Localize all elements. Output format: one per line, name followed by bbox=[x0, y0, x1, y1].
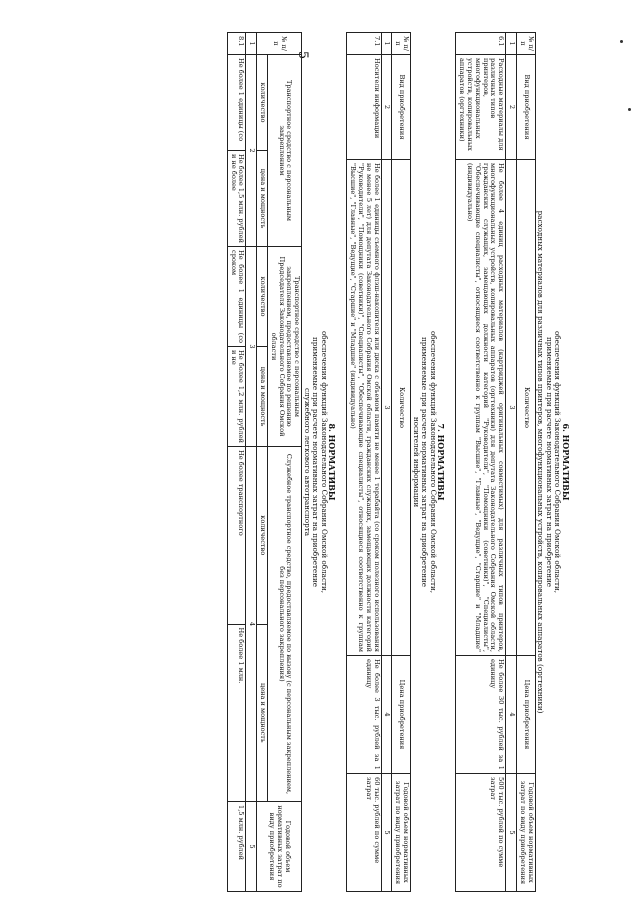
table-row bbox=[347, 33, 381, 892]
row-quantity: Не более 1 единицы съемного флэш-накопителя или диска с объемом памяти не менее 1 терабайта (со сроком полезного использования не менее 5 лет) для депутата Законодательного Собрания Омской области, гражданских служащих, замещающих должности категорий "Руководители", "Помощники (советники)", "Специалисты", "Обеспечивающие специалисты", относящиеся соответственно к группам "Высшие", "Главные", "Ведущие", "Старшие" и "Младшие" (индивидуально) bbox=[347, 160, 381, 656]
col-number: 2 bbox=[506, 55, 517, 160]
row-price: Не более 30 тыс. рублей за 1 единицу bbox=[456, 656, 506, 774]
document-body bbox=[74, 32, 574, 892]
row-volume: 500 тыс. рублей по сумме затрат bbox=[456, 774, 506, 892]
row-g2-quantity: Не более 1 единицы (со сроком bbox=[227, 247, 246, 347]
section-6-col-numbers bbox=[506, 33, 517, 892]
scan-speck bbox=[628, 108, 631, 111]
section-6-header-row bbox=[517, 33, 536, 892]
section-6-subtitle-1: обеспечения функций Законодательного Собрания Омской области, bbox=[553, 330, 563, 594]
section-8-subtitle-3: служебного легкового автотранспорта bbox=[302, 388, 312, 536]
section-7-subtitle-2: применяемые при расчете нормативных затрат на приобретение bbox=[420, 336, 430, 588]
row-g2-price: Не более 1,2 млн. рублей и не bbox=[227, 347, 246, 447]
row-kind: Расходные материалы для различных типов принтеров, многофункциональных устройств, копировальных аппаратов (оргтехники) bbox=[456, 55, 506, 160]
section-6 bbox=[455, 32, 570, 892]
row-num: 6.1 bbox=[456, 33, 506, 55]
table-row bbox=[456, 33, 506, 892]
col-number: 1 bbox=[506, 33, 517, 55]
row-g1-price: Не более 1,5 млн. рублей и не более bbox=[227, 151, 246, 247]
subheader-quantity: количество bbox=[257, 447, 268, 625]
page-number: 5 bbox=[295, 50, 310, 60]
row-g1-quantity: Не более 1 единицы (со bbox=[227, 55, 246, 151]
header-kind: Вид приобретения bbox=[517, 55, 536, 160]
header-group-on-call: Служебное транспортное средство, предоставляемое по вызову (с персональным закреплением, без персонального закрепления) bbox=[267, 447, 301, 802]
section-8-subheader-row bbox=[257, 33, 268, 892]
col-number: 1 bbox=[246, 33, 257, 55]
col-number: 2 bbox=[246, 55, 257, 247]
section-7-heading bbox=[411, 32, 445, 892]
col-number: 4 bbox=[506, 656, 517, 774]
col-number: 4 bbox=[246, 447, 257, 802]
col-number: 3 bbox=[381, 160, 392, 656]
section-8-header-row bbox=[267, 33, 301, 892]
subheader-price: цена и мощность bbox=[257, 151, 268, 247]
section-7-table bbox=[347, 32, 412, 892]
row-g3-quantity: Не более транспортного bbox=[227, 447, 246, 625]
row-kind: Носители информации bbox=[347, 55, 381, 160]
section-8 bbox=[227, 32, 337, 892]
row-g3-price: Не более 1 млн. bbox=[227, 624, 246, 802]
subheader-price: цена и мощность bbox=[257, 347, 268, 447]
header-group-personal: Транспортное средство с персональным закреплением bbox=[267, 55, 301, 247]
section-7 bbox=[347, 32, 446, 892]
section-6-title: 6. НОРМАТИВЫ bbox=[561, 423, 571, 501]
row-volume: 60 тыс. рублей по сумме затрат bbox=[347, 774, 381, 892]
col-number: 1 bbox=[381, 33, 392, 55]
header-volume: Годовой объем нормативных затрат по виду приобретения bbox=[517, 774, 536, 892]
section-8-subtitle-1: обеспечения функций Законодательного Собрания Омской области, bbox=[319, 330, 329, 594]
col-number: 5 bbox=[246, 802, 257, 892]
header-volume: Годовой объем нормативных затрат по виду приобретения bbox=[392, 774, 411, 892]
section-8-heading bbox=[302, 32, 336, 892]
section-8-title: 8. НОРМАТИВЫ bbox=[327, 423, 338, 501]
subheader-quantity: количество bbox=[257, 55, 268, 151]
row-quantity: Не более 4 единиц расходных материалов (картриджей оригинальных совместимых) для различных типов принтеров, многофункциональных устройств, копировальных аппаратов (оргтехники) для депутата Законодательного Собрания Омской области, гражданских служащих, замещающих должности категорий "Руководители", "Помощники (советники)", "Специалисты", "Обеспечивающие специалисты", относящиеся соответственно к группам "Высшие", "Главные", "Ведущие", "Старшие" и "Младшие" (индивидуально) bbox=[456, 160, 506, 656]
header-quantity: Количество bbox=[517, 160, 536, 656]
header-num: № п/п bbox=[392, 33, 411, 55]
section-7-subtitle-1: обеспечения функций Законодательного Собрания Омской области, bbox=[428, 330, 438, 594]
section-8-subtitle-2: применяемые при расчете нормативных затрат на приобретение bbox=[311, 336, 321, 588]
section-6-subtitle-3: расходных материалов для различных типов принтеров, многофункциональных устройств, копировальных аппаратов (оргтехники) bbox=[536, 210, 546, 714]
section-7-header-row bbox=[392, 33, 411, 892]
header-num: № п/п bbox=[257, 33, 302, 55]
row-price: Не более 3 тыс. рублей за 1 единицу bbox=[347, 656, 381, 774]
section-6-heading bbox=[536, 32, 570, 892]
col-number: 5 bbox=[506, 774, 517, 892]
subheader-price: цена и мощность bbox=[257, 624, 268, 802]
header-num: № п/п bbox=[517, 33, 536, 55]
header-volume: Годовой объем нормативных затрат по виду приобретения bbox=[257, 802, 302, 892]
col-number: 4 bbox=[381, 656, 392, 774]
row-num: 7.1 bbox=[347, 33, 381, 55]
section-7-col-numbers bbox=[381, 33, 392, 892]
row-volume: 1,5 млн. рублей bbox=[227, 802, 246, 892]
section-7-title: 7. НОРМАТИВЫ bbox=[436, 423, 447, 501]
table-row bbox=[227, 33, 246, 892]
col-number: 5 bbox=[381, 774, 392, 892]
scan-speck bbox=[620, 40, 623, 43]
col-number: 3 bbox=[246, 247, 257, 447]
header-group-chairman: Транспортное средство с персональным закреплением, предоставляемое по решению Председателя Законодательного Собрания Омской области bbox=[267, 247, 301, 447]
section-6-subtitle-2: применяемые при расчете нормативных затрат на приобретение bbox=[544, 336, 554, 588]
header-price: Цена приобретения bbox=[392, 656, 411, 774]
col-number: 2 bbox=[381, 55, 392, 160]
section-7-subtitle-3: носителей информации bbox=[411, 416, 421, 508]
subheader-quantity: количество bbox=[257, 247, 268, 347]
section-6-table bbox=[455, 32, 535, 892]
header-price: Цена приобретения bbox=[517, 656, 536, 774]
header-kind: Вид приобретения bbox=[392, 55, 411, 160]
col-number: 3 bbox=[506, 160, 517, 656]
header-quantity: Количество bbox=[392, 160, 411, 656]
section-8-col-numbers bbox=[246, 33, 257, 892]
section-8-table bbox=[227, 32, 302, 892]
row-num: 8.1 bbox=[227, 33, 246, 55]
